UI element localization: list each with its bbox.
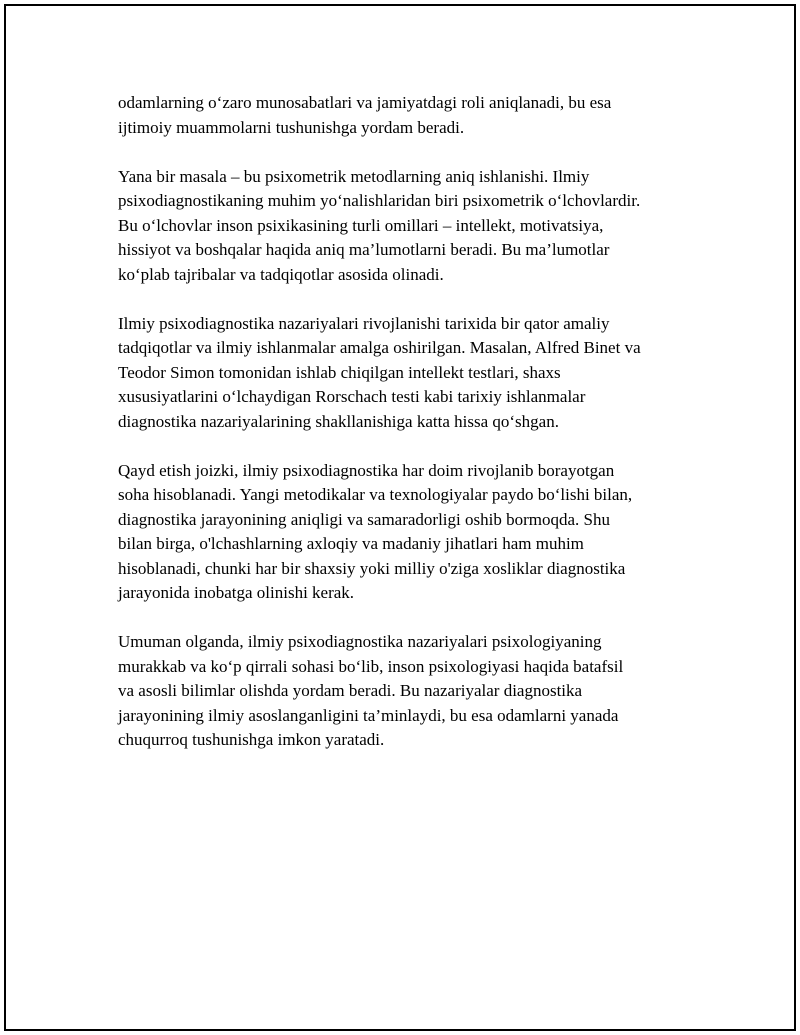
paragraph-5: Umuman olganda, ilmiy psixodiagnostika nazariyalari psixologiyaning murakkab va ko‘p qirrali sohasi bo‘lib, inson psixologiyasi haqida batafsil va asosli bilimlar olishda yordam beradi. Bu nazariyalar diagnostika jarayonining ilmiy asoslanganligini ta’minlaydi, bu esa odamlarni yanada chuqurroq tushunishga imkon yaratadi.	[118, 632, 624, 749]
document-body	[118, 91, 718, 777]
paragraph-3: Ilmiy psixodiagnostika nazariyalari rivojlanishi tarixida bir qator amaliy tadqiqotlar va ilmiy ishlanmalar amalga oshirilgan. Masalan, Alfred Binet va Teodor Simon tomonidan ishlab chiqilgan intellekt testlari, shaxs xususiyatlarini o‘lchaydigan Rorschach testi kabi tarixiy ishlanmalar diagnostika nazariyalarining shakllanishiga katta hissa qo‘shgan.	[118, 313, 641, 431]
paragraph-1: odamlarning o‘zaro munosabatlari va jamiyatdagi roli aniqlanadi, bu esa ijtimoiy muammolarni tushunishga yordam beradi.	[118, 93, 612, 137]
paragraph-4: Qayd etish joizki, ilmiy psixodiagnostika har doim rivojlanib borayotgan soha hisoblanadi. Yangi metodikalar va texnologiyalar paydo bo‘lishi bilan, diagnostika jarayonining aniqligi va samaradorligi oshib bormoqda. Shu bilan birga, o'lchashlarning axloqiy va madaniy jihatlari ham muhim hisoblanadi, chunki har bir shaxsiy yoki milliy o'ziga xosliklar diagnostika jarayonida inobatga olinishi kerak.	[118, 460, 633, 602]
paragraph-2: Yana bir masala – bu psixometrik metodlarning aniq ishlanishi. Ilmiy psixodiagnostikaning muhim yo‘nalishlaridan biri psixometrik o‘lchovlardir. Bu o‘lchovlar inson psixikasining turli omillari – intellekt, motivatsiya, hissiyot va boshqalar haqida aniq ma’lumotlarni beradi. Bu ma’lumotlar ko‘plab tajribalar va tadqiqotlar asosida olinadi.	[118, 166, 641, 284]
